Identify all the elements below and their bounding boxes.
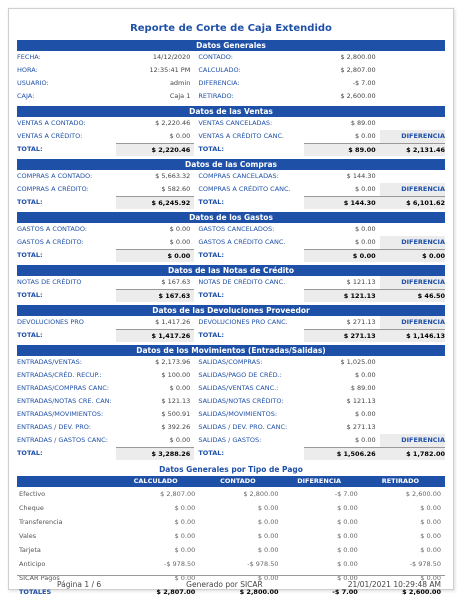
empty-cell [380,421,445,434]
total-label: TOTAL: [17,331,43,339]
payment-cell: -$ 978.50 [409,560,441,568]
total-row [17,289,445,302]
field-label: USUARIO: [17,79,49,87]
payment-cell: Transferencia [19,518,63,526]
total-value: $ 0.00 [116,249,194,262]
field-label: CALCULADO: [198,66,241,74]
payment-row [17,501,445,515]
empty-cell [380,77,445,90]
column-header: CONTADO [220,477,256,485]
data-row [17,276,445,289]
section-header-notas: Datos de las Notas de Crédito [17,265,445,276]
payment-cell: $ 0.00 [420,518,441,526]
field-label: COMPRAS CANCELADAS: [198,172,279,180]
payment-cell: $ 0.00 [174,532,196,540]
data-row [17,434,445,447]
difference-label: DIFERENCIA [380,434,445,447]
field-value: $ 2,800.00 [340,53,376,61]
total-label: TOTAL: [17,251,43,259]
payment-total-cell: $ 2,807.00 [156,588,196,596]
data-row [17,223,445,236]
field-label: NOTAS DE CRÉDITO CANC. [198,278,286,286]
payment-cell: $ 0.00 [420,504,441,512]
total-label: TOTAL: [198,198,224,206]
field-value: $ 2,173.96 [155,358,191,366]
data-row [17,170,445,183]
field-value: -$ 7.00 [352,79,376,87]
column-header: CALCULADO [133,477,178,485]
total-value: $ 167.63 [116,289,194,302]
total-label: TOTAL: [17,145,43,153]
field-label: ENTRADAS/NOTAS CRE. CAN: [17,397,112,405]
empty-cell [380,117,445,130]
payment-cell: $ 0.00 [174,518,196,526]
field-value: $ 1,417.26 [155,318,191,326]
total-label: TOTAL: [198,251,224,259]
payment-row [17,487,445,501]
total-value: $ 144.30 [304,196,379,209]
payment-cell: Vales [19,532,37,540]
section-header-ventas: Datos de las Ventas [17,106,445,117]
total-row [17,249,445,262]
section-header-generales: Datos Generales [17,40,445,51]
field-label: FECHA: [17,53,41,61]
field-label: SALIDAS/MOVIMIENTOS: [198,410,278,418]
field-value: $ 121.13 [161,397,191,405]
field-value: $ 0.00 [354,410,376,418]
total-label: TOTAL: [198,331,224,339]
total-row [17,143,445,156]
payment-cell: $ 0.00 [337,532,358,540]
field-label: NOTAS DE CRÉDITO [17,278,82,286]
field-value: $ 0.00 [354,132,376,140]
field-value: $ 500.91 [161,410,191,418]
report-title: Reporte de Corte de Caja Extendido [130,23,332,34]
field-label: COMPRAS A CRÉDITO: [17,185,89,193]
field-value: $ 89.00 [350,384,376,392]
payment-cell: $ 0.00 [337,560,358,568]
data-row [17,408,445,421]
report-footer [17,575,445,589]
payment-cell: Tarjeta [19,546,41,554]
field-value: $ 144.30 [346,172,376,180]
payment-cell: $ 0.00 [257,532,279,540]
payment-cell: $ 0.00 [174,504,196,512]
field-label: HORA: [17,66,38,74]
field-label: GASTOS A CRÉDITO CANC. [198,238,286,246]
difference-label: DIFERENCIA [380,130,445,143]
field-value: admin [169,79,191,87]
field-value: Caja 1 [169,92,191,100]
section-header-devoluciones: Datos de las Devoluciones Proveedor [17,305,445,316]
payment-row [17,557,445,571]
empty-cell [380,51,445,64]
field-label: SALIDAS/PAGO DE CRÉD.: [198,371,282,379]
field-label: VENTAS A CRÉDITO CANC. [198,132,285,140]
data-row [17,117,445,130]
field-label: VENTAS A CONTADO: [17,119,86,127]
data-row [17,130,445,143]
data-row [17,421,445,434]
section-header-movimientos: Datos de los Movimientos (Entradas/Salidas) [17,345,445,356]
field-label: ENTRADAS / DEV. PRO: [17,423,91,431]
field-label: SALIDAS / GASTOS: [198,436,262,444]
payment-table-header [17,476,445,487]
payment-cell: $ 0.00 [257,504,279,512]
total-label: TOTAL: [17,449,43,457]
total-label: TOTAL: [17,291,43,299]
field-label: GASTOS A CONTADO: [17,225,88,233]
data-row [17,183,445,196]
report-page [8,8,454,596]
empty-cell [380,90,445,103]
total-value: $ 89.00 [304,143,379,156]
empty-cell [380,356,445,369]
empty-cell [380,170,445,183]
field-value: $ 89.00 [350,119,376,127]
total-value: $ 2,220.46 [116,143,194,156]
data-row [17,236,445,249]
difference-value: $ 6,101.62 [380,196,445,209]
payment-row [17,543,445,557]
payment-cell: Cheque [19,504,44,512]
field-value: $ 271.13 [346,423,376,431]
payment-section-title: Datos Generales por Tipo de Pago [159,465,303,474]
report-content [17,40,445,599]
column-header: RETIRADO [381,477,419,485]
payment-cell: $ 0.00 [257,574,279,582]
data-row [17,316,445,329]
difference-label: DIFERENCIA [380,236,445,249]
total-value: $ 0.00 [304,249,379,262]
empty-cell [380,64,445,77]
field-value: $ 0.00 [169,436,191,444]
field-label: CONTADO: [198,53,233,61]
payment-cell: -$ 978.50 [247,560,279,568]
page-number: Página 1 / 6 [57,580,102,589]
total-value: $ 3,288.26 [116,447,194,460]
data-row [17,395,445,408]
field-value: $ 582.60 [161,185,191,193]
field-value: $ 167.63 [161,278,191,286]
empty-cell [380,408,445,421]
difference-value: $ 1,782.00 [380,447,445,460]
generales-row [17,90,445,103]
field-label: DEVOLUCIONES PRO CANC. [198,318,288,326]
total-value: $ 1,417.26 [116,329,194,342]
field-value: 14/12/2020 [152,53,191,61]
field-value: $ 0.00 [169,384,191,392]
field-value: $ 392.26 [161,423,191,431]
empty-cell [380,382,445,395]
difference-value: $ 2,131.46 [380,143,445,156]
field-value: $ 0.00 [354,371,376,379]
generales-row [17,64,445,77]
payment-cell: $ 0.00 [174,546,196,554]
data-row [17,382,445,395]
payment-total-cell: TOTALES [19,588,52,596]
field-value: $ 271.13 [346,318,376,326]
difference-label: DIFERENCIA [380,183,445,196]
field-label: RETIRADO: [198,92,234,100]
field-label: DIFERENCIA: [198,79,240,87]
payment-cell: $ 0.00 [337,574,358,582]
field-value: $ 2,220.46 [155,119,191,127]
field-value: $ 0.00 [169,238,191,246]
field-label: SALIDAS/COMPRAS: [198,358,263,366]
payment-total-cell: $ 2,800.00 [239,588,279,596]
field-label: ENTRADAS / GASTOS CANC: [17,436,108,444]
total-label: TOTAL: [198,145,224,153]
field-label: ENTRADAS/CRÉD. RECUP.: [17,371,102,379]
payment-cell: $ 0.00 [337,518,358,526]
field-value: $ 0.00 [169,132,191,140]
difference-value: $ 1,146.13 [380,329,445,342]
payment-total-cell: $ 2,600.00 [402,588,441,596]
payment-cell: $ 0.00 [337,504,358,512]
field-label: SALIDAS / DEV. PRO. CANC: [198,423,288,431]
field-label: SALIDAS/VENTAS CANC.: [198,384,279,392]
payment-row [17,515,445,529]
total-value: $ 271.13 [304,329,379,342]
total-value: $ 121.13 [304,289,379,302]
field-value: $ 0.00 [354,225,376,233]
payment-cell: $ 0.00 [337,546,358,554]
payment-cell: $ 0.00 [420,574,441,582]
field-label: ENTRADAS/COMPRAS CANC: [17,384,109,392]
field-value: $ 121.13 [346,397,376,405]
empty-cell [380,395,445,408]
total-row [17,329,445,342]
field-label: SALIDAS/NOTAS CRÉDITO: [198,397,284,405]
section-header-compras: Datos de las Compras [17,159,445,170]
field-value: $ 0.00 [354,436,376,444]
field-value: $ 100.00 [161,371,191,379]
payment-cell: $ 2,807.00 [160,490,196,498]
payment-cell: -$ 978.50 [164,560,196,568]
generated-by: Generado por SICAR [186,580,263,589]
data-row [17,356,445,369]
field-label: DEVOLUCIONES PRO [17,318,84,326]
payment-cell: Efectivo [19,490,46,498]
payment-cell: -$ 7.00 [334,490,358,498]
total-label: TOTAL: [198,449,224,457]
payment-cell: $ 0.00 [257,546,279,554]
data-row [17,369,445,382]
field-value: $ 5,663.32 [155,172,191,180]
payment-cell: $ 0.00 [420,532,441,540]
generales-row [17,51,445,64]
payment-total-cell: -$ 7.00 [332,588,358,596]
payment-cell: $ 0.00 [420,546,441,554]
section-header-gastos: Datos de los Gastos [17,212,445,223]
field-label: ENTRADAS/MOVIMIENTOS: [17,410,104,418]
field-label: COMPRAS A CONTADO: [17,172,93,180]
total-label: TOTAL: [17,198,43,206]
payment-cell: $ 0.00 [257,518,279,526]
total-label: TOTAL: [198,291,224,299]
payment-cell: $ 0.00 [174,574,196,582]
total-row [17,196,445,209]
field-value: $ 0.00 [169,225,191,233]
empty-cell [380,223,445,236]
payment-cell: $ 2,600.00 [405,490,441,498]
difference-label: DIFERENCIA [380,276,445,289]
total-value: $ 6,245.92 [116,196,194,209]
field-value: $ 0.00 [354,238,376,246]
payment-row [17,529,445,543]
field-value: 12:35:41 PM [149,66,191,74]
total-row [17,447,445,460]
field-value: $ 0.00 [354,185,376,193]
generated-datetime: 21/01/2021 10:29:48 AM [347,580,441,589]
difference-value: $ 0.00 [380,249,445,262]
payment-cell: Anticipo [19,560,46,568]
difference-value: $ 46.50 [380,289,445,302]
field-label: VENTAS A CRÉDITO: [17,132,83,140]
field-value: $ 2,807.00 [340,66,376,74]
payment-cell: $ 2,800.00 [243,490,279,498]
field-value: $ 121.13 [346,278,376,286]
field-label: VENTAS CANCELADAS: [198,119,273,127]
field-label: CAJA: [17,92,35,100]
field-label: COMPRAS A CRÉDITO CANC. [198,185,291,193]
payment-cell: SICAR Pagos [19,574,60,582]
field-label: GASTOS CANCELADOS: [198,225,275,233]
total-value: $ 1,506.26 [304,447,379,460]
field-value: $ 1,025.00 [340,358,376,366]
field-value: $ 2,600.00 [340,92,376,100]
field-label: GASTOS A CRÉDITO: [17,238,84,246]
field-label: ENTRADAS/VENTAS: [17,358,82,366]
column-header: DIFERENCIA [297,477,342,485]
difference-label: DIFERENCIA [380,316,445,329]
column-header [17,476,116,487]
empty-cell [380,369,445,382]
generales-row [17,77,445,90]
